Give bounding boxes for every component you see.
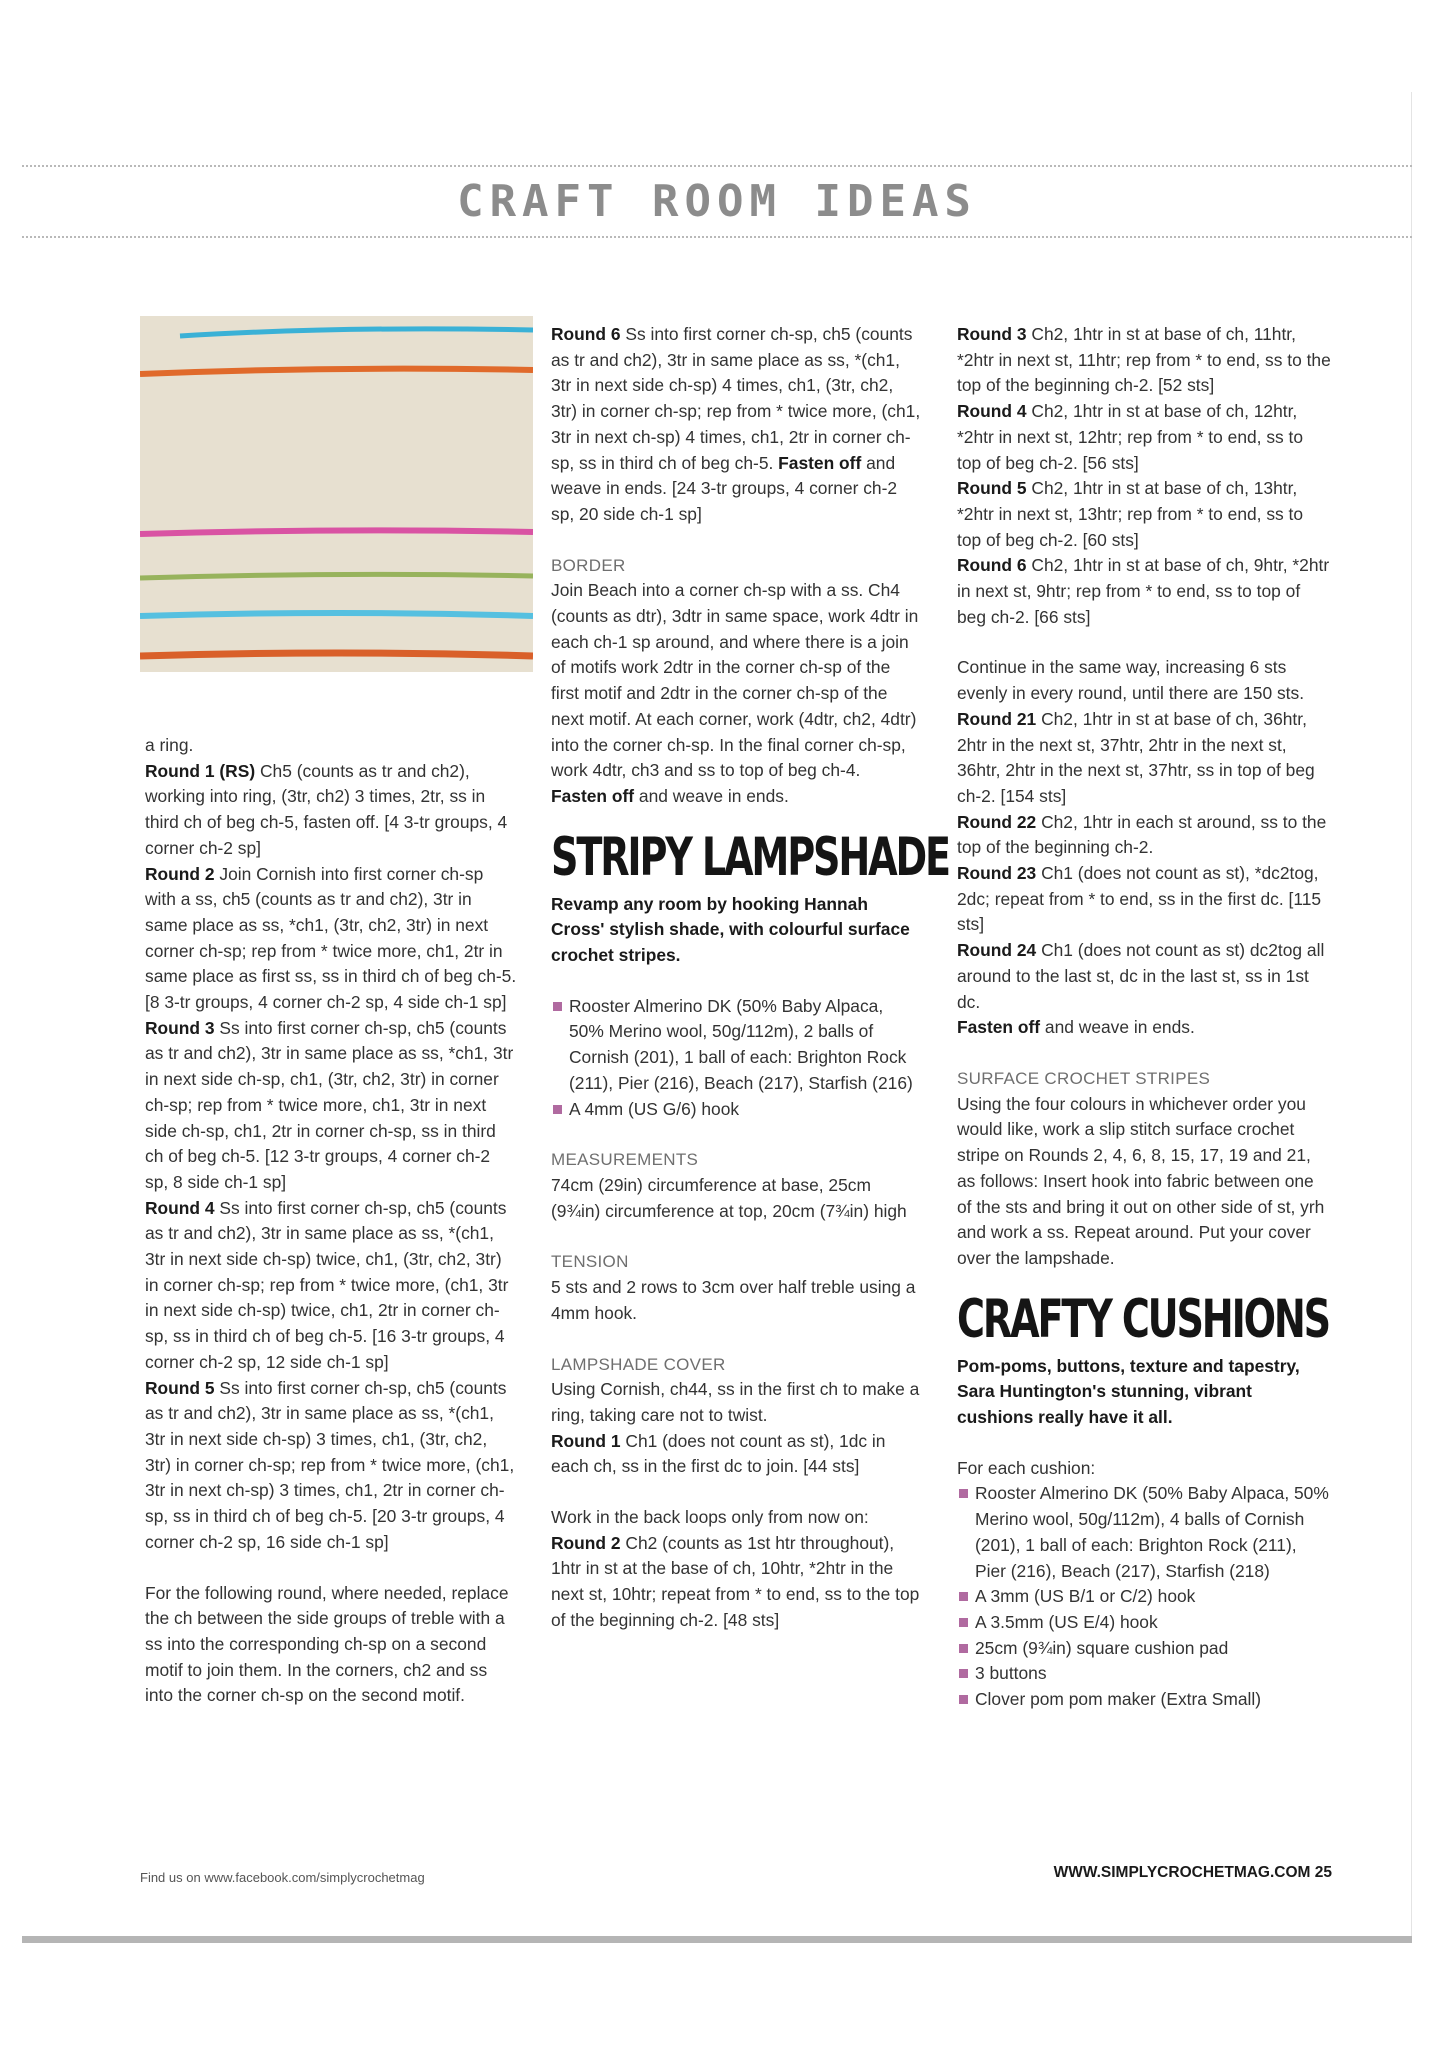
fasten-off-end: and weave in ends.	[1040, 1017, 1195, 1038]
round-text: Ch2, 1htr in each st around, ss to the top of the beginning ch-2.	[957, 811, 1327, 858]
round-text: Ss into first corner ch-sp, ch5 (counts as tr and ch2), 3tr in same place as ss, *(ch1, 3tr in next side ch-sp) 3 times, ch1, (3tr, ch2, 3tr) in corner ch-sp; rep from * twice more, (ch1, 3tr in next ch-sp) 3 times, ch1, 2tr in corner ch-sp, ss in third ch of beg ch-5. [20 3-tr groups, 4 corner ch-2 sp, 16 side ch-1 sp]	[145, 1377, 515, 1552]
round-text: Ch2, 1htr in st at base of ch, 13htr, *2htr in next st, 13htr; rep from * to end, ss to top of beg ch-2. [60 sts]	[957, 478, 1304, 550]
material-item: 25cm (9¾in) square cushion pad	[957, 1636, 1332, 1662]
measurements-text: 74cm (29in) circumference at base, 25cm (9¾in) circumference at top, 20cm (7¾in) high	[551, 1174, 907, 1221]
round-4	[145, 1196, 517, 1376]
round-3	[145, 1016, 517, 1196]
fasten-off: Fasten off	[778, 452, 862, 473]
round-label: Round 2	[551, 1532, 621, 1553]
cover-round-6	[957, 553, 1332, 630]
header-rule-top	[22, 165, 1412, 167]
cover-round-22	[957, 810, 1332, 861]
join-instructions: For the following round, where needed, replace the ch between the side groups of treble with a ss into the corresponding ch-sp on a second motif to join them. In the corners, ch2 and ss into the corner ch-sp on the second motif.	[145, 1582, 509, 1706]
tension-heading: TENSION	[551, 1252, 629, 1272]
bottom-bar	[22, 1936, 1412, 1943]
footer-facebook-link[interactable]: Find us on www.facebook.com/simplycrochetmag	[140, 1870, 425, 1885]
material-item: Rooster Almerino DK (50% Baby Alpaca, 50% Merino wool, 50g/112m), 2 balls of Cornish (201), 1 ball of each: Brighton Rock (211), Pier (216), Beach (217), Starfish (216)	[551, 994, 921, 1097]
cover-round-24	[957, 938, 1332, 1015]
round-text: Ch2, 1htr in st at base of ch, 9htr, *2htr in next st, 9htr; rep from * to end, ss to top of beg ch-2. [66 sts]	[957, 555, 1330, 627]
fasten-off: Fasten off	[551, 785, 635, 806]
round-text: Ss into first corner ch-sp, ch5 (counts as tr and ch2), 3tr in same place as ss, *(ch1, 3tr in next side ch-sp) twice, ch1, (3tr, ch2, 3tr) in corner ch-sp; rep from * twice more, (ch1, 3tr in next side ch-sp) twice, ch1, 2tr in corner ch-sp, ss in third ch of beg ch-5. [16 3-tr groups, 4 corner ch-2 sp, 12 side ch-1 sp]	[145, 1197, 509, 1372]
round-text: Ch1 (does not count as st), 1dc in each ch, ss in the first dc to join. [44 sts]	[551, 1430, 886, 1477]
border-text	[551, 578, 921, 809]
column-1	[145, 733, 517, 1709]
photo-stripe-3	[140, 530, 533, 534]
round-label: Round 5	[145, 1377, 215, 1398]
border-end: and weave in ends.	[634, 785, 789, 806]
material-item: A 3.5mm (US E/4) hook	[957, 1610, 1332, 1636]
round-label: Round 21	[957, 708, 1037, 729]
round-label: Round 4	[145, 1197, 215, 1218]
round-label: Round 4	[957, 401, 1027, 422]
round-label: Round 24	[957, 940, 1037, 961]
round-label: Round 3	[957, 324, 1027, 344]
round-text: Ch1 (does not count as st), *dc2tog, 2dc; repeat from * to end, ss in the first dc. [115 sts]	[957, 863, 1322, 935]
material-item: 3 buttons	[957, 1661, 1332, 1687]
border-heading: BORDER	[551, 555, 626, 575]
article-standfirst: Pom-poms, buttons, texture and tapestry, Sara Huntington's stunning, vibrant cushions really have it all.	[957, 1355, 1300, 1428]
round-6	[551, 322, 921, 528]
header-rule-bottom	[22, 236, 1412, 238]
article-headline: CRAFTY CUSHIONS	[957, 1288, 1330, 1350]
round-label: Round 6	[551, 324, 621, 344]
surface-stripes-heading: SURFACE CROCHET STRIPES	[957, 1068, 1211, 1088]
footer-page-number: WWW.SIMPLYCROCHETMAG.COM 25	[1053, 1864, 1332, 1881]
round-text: Ch1 (does not count as st) dc2tog all around to the last st, dc in the last st, ss in 1st dc.	[957, 940, 1325, 1012]
article-standfirst: Revamp any room by hooking Hannah Cross' stylish shade, with colourful surface crochet stripes.	[551, 893, 910, 966]
round-text: Ch2 (counts as 1st htr throughout), 1htr in st at the base of ch, 10htr, *2htr in the next st, 10htr; repeat from * to end, ss to the top of the beginning ch-2. [48 sts]	[551, 1532, 920, 1630]
cover-round-23	[957, 861, 1332, 938]
round-text: Ss into first corner ch-sp, ch5 (counts as tr and ch2), 3tr in same place as ss, *ch1, 3tr in next side ch-sp, ch1, (3tr, ch2, 3tr) in corner ch-sp; rep from * twice more, ch1, 3tr in next side ch-sp, ch1, 2tr in corner ch-sp, ss in third ch of beg ch-5. [12 3-tr groups, 4 corner ch-2 sp, 8 side ch-1 sp]	[145, 1017, 514, 1192]
cover-round-2	[551, 1531, 921, 1634]
page-edge	[1411, 92, 1412, 1942]
round-label: Round 6	[957, 555, 1027, 576]
round-label: Round 1	[551, 1430, 621, 1451]
column-3	[957, 322, 1332, 1713]
material-item: A 4mm (US G/6) hook	[551, 1097, 921, 1123]
cover-round-3	[957, 322, 1332, 399]
round-5	[145, 1376, 517, 1556]
photo-stripe-5	[140, 613, 533, 616]
round-2	[145, 862, 517, 1016]
cover-round-21	[957, 707, 1332, 810]
cushion-photo	[140, 316, 533, 672]
intro-text: a ring.	[145, 735, 194, 755]
fasten-off-line	[957, 1015, 1332, 1041]
round-label: Round 22	[957, 811, 1037, 832]
surface-stripes-text: Using the four colours in whichever order you would like, work a slip stitch surface crochet stripe on Rounds 2, 4, 6, 8, 15, 17, 19 and 21, as follows: Insert hook into fabric between one of the sts and bring it out on other side of st, yrh and work a ss. Repeat around. Put your cover over the lampshade.	[957, 1093, 1325, 1268]
material-item: Rooster Almerino DK (50% Baby Alpaca, 50% Merino wool, 50g/112m), 4 balls of Cornish (201), 1 ball of each: Brighton Rock (211), Pier (216), Beach (217), Starfish (218)	[957, 1481, 1332, 1584]
cover-round-1	[551, 1429, 921, 1480]
lampshade-cover-heading: LAMPSHADE COVER	[551, 1354, 726, 1374]
round-text: Join Cornish into first corner ch-sp with a ss, ch5 (counts as tr and ch2), 3tr in same place as ss, *ch1, (3tr, ch2, 3tr) in next corner ch-sp; rep from * twice more, ch1, 2tr in same place as first ss, ss in third ch of beg ch-5. [8 3-tr groups, 4 corner ch-2 sp, 4 side ch-1 sp]	[145, 863, 517, 1013]
cover-round-5	[957, 476, 1332, 553]
round-1	[145, 759, 517, 862]
round-label: Round 23	[957, 863, 1037, 884]
round-label: Round 2	[145, 863, 215, 884]
material-item: A 3mm (US B/1 or C/2) hook	[957, 1584, 1332, 1610]
round-text-end: and weave in ends. [24 3-tr groups, 4 corner ch-2 sp, 20 side ch-1 sp]	[551, 452, 898, 524]
round-text: Ss into first corner ch-sp, ch5 (counts as tr and ch2), 3tr in same place as ss, *(ch1, 3tr in next side ch-sp) 4 times, ch1, (3tr, ch2, 3tr) in corner ch-sp; rep from * twice more, (ch1, 3tr in next ch-sp) 4 times, ch1, 2tr in corner ch-sp, ss in third ch of beg ch-5.	[551, 324, 921, 473]
fasten-off: Fasten off	[957, 1017, 1041, 1038]
photo-stripe-6	[140, 653, 533, 656]
border-body: Join Beach into a corner ch-sp with a ss. Ch4 (counts as dtr), 3dtr in same space, work 4dtr in each ch-1 sp around, and where there is a join of motifs work 2dtr in the corner ch-sp of the first motif and 2dtr in the corner ch-sp of the next motif. At each corner, work (4dtr, ch2, 4dtr) into the corner ch-sp. In the final corner ch-sp, work 4dtr, ch3 and ss to top of beg ch-4.	[551, 580, 919, 781]
column-2	[551, 322, 949, 1634]
round-text: Ch2, 1htr in st at base of ch, 12htr, *2htr in next st, 12htr; rep from * to end, ss to top of beg ch-2. [56 sts]	[957, 401, 1304, 473]
measurements-heading: MEASUREMENTS	[551, 1150, 699, 1170]
round-label: Round 3	[145, 1017, 215, 1038]
round-text: Ch2, 1htr in st at base of ch, 11htr, *2htr in next st, 11htr; rep from * to end, ss to the top of the beginning ch-2. [52 sts]	[957, 324, 1331, 396]
continue-note: Continue in the same way, increasing 6 sts evenly in every round, until there are 150 sts.	[957, 657, 1305, 704]
back-loops-note: Work in the back loops only from now on:	[551, 1507, 869, 1528]
cover-round-4	[957, 399, 1332, 476]
cover-text: Using Cornish, ch44, ss in the first ch to make a ring, taking care not to twist.	[551, 1379, 920, 1425]
section-title: CRAFT ROOM IDEAS	[457, 176, 977, 227]
round-text: Ch2, 1htr in st at base of ch, 36htr, 2htr in the next st, 37htr, 2htr in the next st, 36htr, 2htr in the next st, 37htr, ss in top of beg ch-2. [154 sts]	[957, 708, 1315, 806]
tension-text: 5 sts and 2 rows to 3cm over half treble using a 4mm hook.	[551, 1277, 916, 1323]
round-label: Round 1 (RS)	[145, 760, 256, 781]
material-item: Clover pom pom maker (Extra Small)	[957, 1687, 1332, 1713]
round-label: Round 5	[957, 478, 1027, 499]
each-cushion-label: For each cushion:	[957, 1457, 1096, 1478]
article-headline: STRIPY LAMPSHADE	[551, 826, 949, 888]
round-text: Ch5 (counts as tr and ch2), working into ring, (3tr, ch2) 3 times, 2tr, ss in third ch of beg ch-5, fasten off. [4 3-tr groups, 4 corner ch-2 sp]	[145, 760, 508, 858]
